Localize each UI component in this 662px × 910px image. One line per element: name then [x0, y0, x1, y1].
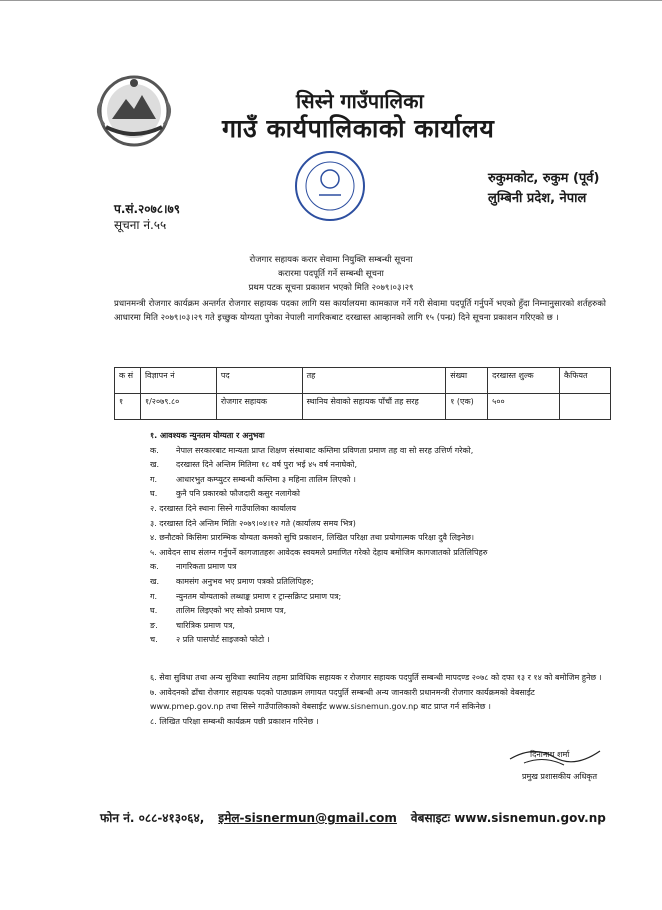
section-5: ५. आवेदन साथ संलग्न गर्नुपर्ने कागजातहरुः आवेदक स्वयमले प्रमाणित गरेको देहाय बमोजिम कागजातको प्रतिलिपिहरु	[150, 547, 488, 557]
notice-title-2: करारमा पदपूर्ति गर्ने सम्बन्धी सूचना	[278, 269, 384, 279]
office-stamp	[293, 149, 367, 223]
section-8: ८. लिखित परिक्षा सम्बन्धी कार्यक्रम पछी प्रकाशन गरिनेछ ।	[150, 716, 319, 726]
address-line-1: रुकुमकोट, रुकुम (पूर्व)	[488, 171, 600, 186]
suchana-number: सूचना नं.५५	[114, 218, 167, 232]
footer-contact	[100, 809, 606, 826]
reference-block	[114, 201, 180, 233]
patra-sankhya: प.सं.२०७८।७९	[114, 202, 181, 216]
table-header: क सं	[115, 368, 141, 394]
requirements-list	[150, 429, 590, 648]
list-item: ग. न्युनतम योग्यताको लब्धाङ्क प्रमाण र ट्रान्सक्रिप्ट प्रमाण पत्र;	[150, 591, 342, 601]
email-link[interactable]: इमेल-sisnermun@gmail.com	[218, 811, 397, 825]
table-header: पद	[216, 368, 302, 394]
table-cell: स्थानिय सेवाको सहायक पाँचौं तह सरह	[302, 394, 446, 420]
list-item: ख. कामसंग अनुभव भए प्रमाण पत्रको प्रतिलिपिहरु;	[150, 576, 314, 586]
table-header: कैफियत	[560, 368, 611, 394]
list-item: घ. कुनै पनि प्रकारको फौजदारी कसुर नलागेको	[150, 489, 300, 499]
section-2: २. दरखास्त दिने स्थानः सिस्ने गाउँपालिका कार्यालय	[150, 503, 296, 513]
municipality-name: सिस्ने गाउँपालिका	[296, 89, 424, 113]
table-cell: १/२०७९.८०	[140, 394, 216, 420]
notice-titles	[0, 253, 662, 295]
table-cell: १ (एक)	[446, 394, 488, 420]
table-header: तह	[302, 368, 446, 394]
vacancy-table	[114, 367, 611, 420]
table-header-row	[115, 368, 611, 394]
section-4: ४. छनौटको किसिमः प्रारम्भिक योग्यता कमको सुचि प्रकाशन, लिखित परिक्षा तथा प्रयोगात्मक परिक्षा दुवै लिइनेछ।	[150, 533, 475, 543]
table-header: संख्या	[446, 368, 488, 394]
list-item: ग. आधारभुत कम्प्युटर सम्बन्धी कम्तिमा ३ महिना तालिम लिएको ।	[150, 474, 356, 484]
list-item: ङ. चारित्रिक प्रमाण पत्र,	[150, 620, 235, 630]
section-7: ७. आवेदनको ढाँचा रोजगार सहायक पदको पाठ्यक्रम लगायत पदपुर्ति सम्बन्धी अन्य जानकारी प्रधानमन्त्री रोजगार कार्यक्रमको वेबसाईट www.pmep.gov.np तथा सिस्ने गाउँपालिकाको वेबसाईट www.sisnemun.gov.np बाट प्राप्त गर्न सकिनेछ ।	[150, 687, 535, 712]
list-item: क. नेपाल सरकारबाट मान्यता प्राप्त शिक्षण संस्थाबाट कम्तिमा प्रविणता प्रमाण तह वा सो सरह उत्तिर्ण गरेको,	[150, 445, 474, 455]
notice-title-3: प्रथम पटक सूचना प्रकाशन भएको मिति २०७९।०३।२९	[248, 283, 414, 293]
section-3: ३. दरखास्त दिने अन्तिम मितिः २०७९।०४।१२ गते (कार्यालय समय भित्र)	[150, 518, 356, 528]
address-line-2: लुम्बिनी प्रदेश, नेपाल	[488, 191, 587, 206]
table-cell: ५००	[488, 394, 560, 420]
list-item: घ. तालिम लिइएको भए सोको प्रमाण पत्र,	[150, 606, 287, 616]
website-link[interactable]: वेबसाइटः www.sisnemun.gov.np	[410, 811, 606, 825]
signatory-name: दिनानाथ शर्मा	[530, 750, 570, 759]
nepal-emblem-icon	[92, 71, 176, 151]
section-1-title: १. आवश्यक न्युनतम योग्यता र अनुभवः	[150, 431, 265, 440]
table-cell: १	[115, 394, 141, 420]
signatory-title: प्रमुख प्रशासकीय अधिकृत	[522, 772, 598, 781]
phone-number: फोन नं. ०८८-४१३०६४,	[100, 811, 205, 825]
list-item: क. नागरिकता प्रमाण पत्र	[150, 562, 237, 572]
table-cell: रोजगार सहायक	[216, 394, 302, 420]
office-address	[488, 169, 599, 209]
table-cell	[560, 394, 611, 420]
additional-terms	[150, 671, 610, 729]
list-item: ख. दरखास्त दिने अन्तिम मितिमा १८ वर्ष पुरा भई ४५ वर्ष ननाघेको,	[150, 460, 357, 470]
table-header: विज्ञापन नं	[140, 368, 216, 394]
section-6: ६. सेवा सुविधा तथा अन्य सुविधाः स्थानिय तहमा प्राविधिक सहायक र रोजगार सहायक पदपुर्ति सम्बन्धी मापदण्ड २०७८ को दफा १३ र १४ को बमोजिम हुनेछ ।	[150, 673, 602, 682]
office-name: गाउँ कार्यपालिकाको कार्यालय	[222, 114, 495, 143]
notice-title-1: रोजगार सहायक करार सेवामा नियुक्ति सम्बन्धी सूचना	[249, 255, 413, 265]
table-header: दरखास्त शुल्क	[488, 368, 560, 394]
list-item: च. २ प्रति पासपोर्ट साइजको फोटो ।	[150, 635, 270, 645]
table-row	[115, 394, 611, 420]
intro-paragraph: प्रधानमन्त्री रोजगार कार्यक्रम अन्तर्गत रोजगार सहायक पदका लागि यस कार्यालयमा कामकाज गर्ने गरी सेवामा पदपूर्ति गर्नुपर्ने भएको हुँदा निम्नानुसारको शर्तहरुको आधारमा मिति २०७९।०३।२९ गते इच्छुक योग्यता पुगेका नेपाली नागरिकबाट दरखास्त आव्हानको लागि १५ (पन्ध्र) दिने सूचना प्रकाशन गरिएको छ ।	[114, 299, 606, 323]
